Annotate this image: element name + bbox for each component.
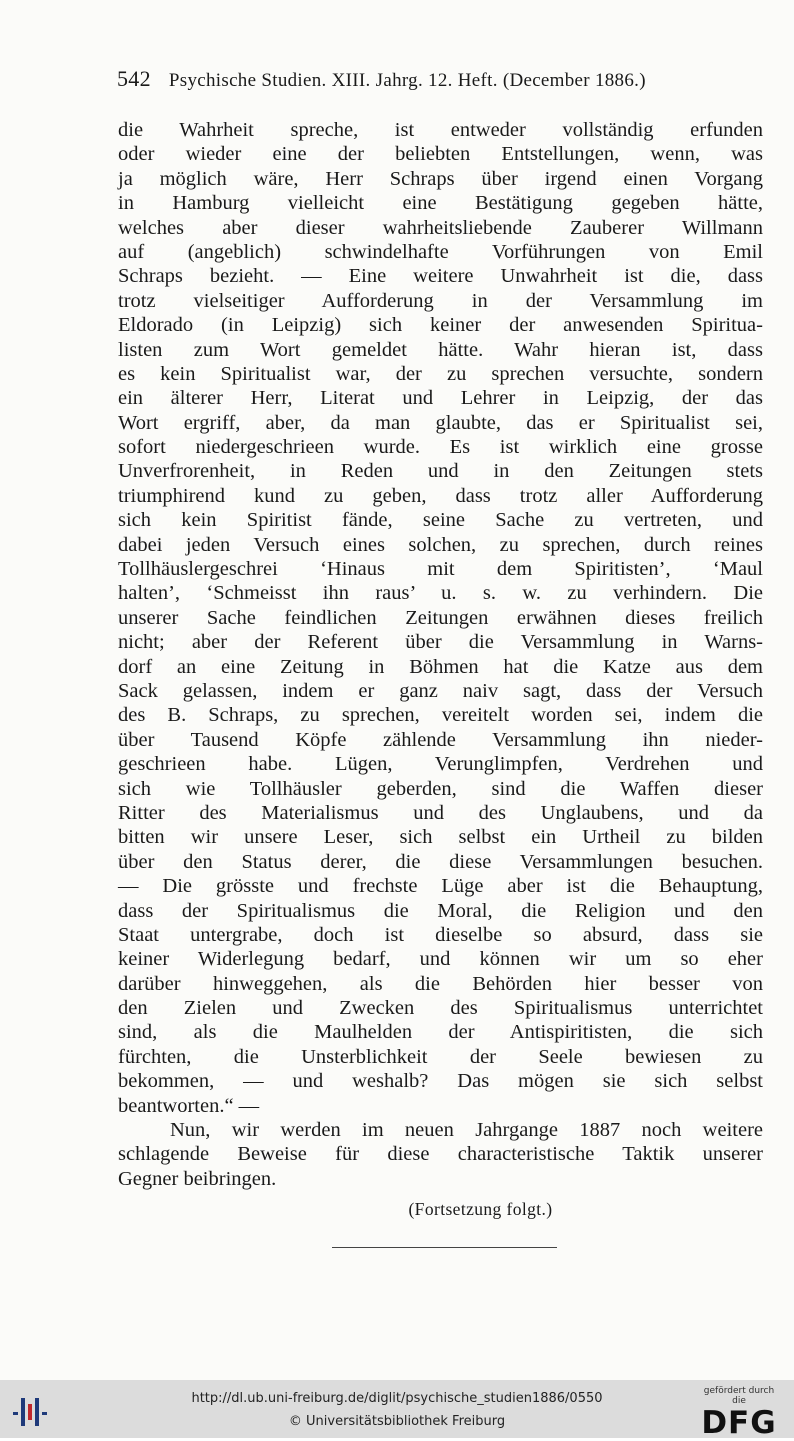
text-line: sich kein Spiritist fände, seine Sache zu vertreten, und (118, 509, 763, 532)
text-line: die Wahrheit spreche, ist entweder vollständig erfunden (118, 119, 763, 141)
text-line: Eldorado (in Leipzig) sich keiner der anwesenden Spiritua- (118, 314, 763, 337)
text-line: des B. Schraps, zu sprechen, vereitelt worden sei, indem die (118, 704, 763, 727)
text-line: Ritter des Materialismus und des Unglaubens, und da (118, 801, 763, 824)
text-line: unserer Sache feindlichen Zeitungen erwähnen dieses freilich (118, 606, 763, 629)
text-line: sich wie Tollhäusler geberden, sind die Waffen dieser (118, 777, 763, 800)
closing-paragraph-line: Nun, wir werden im neuen Jahrgange 1887 noch weitere (170, 1119, 763, 1142)
text-line: bitten wir unsere Leser, sich selbst ein Urtheil zu bilden (118, 826, 763, 849)
article-body (118, 118, 763, 1222)
text-line: keiner Widerlegung bedarf, und können wir um so eher (118, 948, 763, 971)
running-header (117, 66, 761, 92)
text-line: halten’, ‘Schmeisst ihn raus’ u. s. w. zu verhindern. Die (118, 582, 763, 605)
text-line: Schraps bezieht. — Eine weitere Unwahrheit ist die, dass (118, 265, 763, 288)
text-line: Unverfrorenheit, in Reden und in den Zeitungen stets (118, 460, 763, 483)
text-line: listen zum Wort gemeldet hätte. Wahr hieran ist, dass (118, 338, 763, 361)
text-line: Tollhäuslergeschrei ‘Hinaus mit dem Spiritisten’, ‘Maul (118, 558, 763, 581)
text-line: triumphirend kund zu geben, dass trotz aller Aufforderung (118, 484, 763, 507)
text-line: über Tausend Köpfe zählende Versammlung ihn nieder- (118, 728, 763, 751)
text-line: dabei jeden Versuch eines solchen, zu sprechen, durch reines (118, 533, 763, 556)
text-line: dorf an eine Zeitung in Böhmen hat die Katze aus dem (118, 655, 763, 678)
dfg-wordmark: DFG (701, 1405, 777, 1441)
continuation-note: (Fortsetzung folgt.) (408, 1199, 553, 1220)
text-line: nicht; aber der Referent über die Versammlung in Warns- (118, 631, 763, 654)
text-line: Wort ergriff, aber, da man glaubte, das er Spiritualist sei, (118, 411, 763, 434)
text-line: beantworten.“ — (118, 1094, 260, 1117)
text-line: über den Status derer, die diese Versammlungen besuchen. (118, 850, 763, 873)
footer-bar (0, 1380, 794, 1441)
dfg-logo (696, 1386, 782, 1441)
text-line: Staat untergrabe, doch ist dieselbe so absurd, dass sie (118, 923, 763, 946)
text-line: oder wieder eine der beliebten Entstellungen, wenn, was (118, 143, 763, 166)
section-divider (332, 1247, 557, 1248)
text-line: den Zielen und Zwecken des Spiritualismus unterrichtet (118, 997, 763, 1020)
running-title: Psychische Studien. XIII. Jahrg. 12. Heft. (December 1886.) (168, 70, 646, 91)
text-line: welches aber dieser wahrheitsliebende Zauberer Willmann (118, 216, 763, 239)
text-line: in Hamburg vielleicht eine Bestätigung gegeben hätte, (118, 192, 763, 215)
footer-url[interactable]: http://dl.ub.uni-freiburg.de/diglit/psychische_studien1886/0550 (191, 1391, 603, 1406)
text-line: dass der Spiritualismus die Moral, die Religion und den (118, 899, 763, 922)
page-number: 542 (117, 66, 151, 91)
text-line: ja möglich wäre, Herr Schraps über irgend einen Vorgang (118, 167, 763, 190)
text-line: es kein Spiritualist war, der zu sprechen versuchte, sondern (118, 362, 763, 385)
text-line: auf (angeblich) schwindelhafte Vorführungen von Emil (118, 240, 763, 263)
text-line: trotz vielseitiger Aufforderung in der Versammlung im (118, 289, 763, 312)
closing-paragraph-line: schlagende Beweise für diese characteristische Taktik unserer (118, 1143, 763, 1166)
text-line: fürchten, die Unsterblichkeit der Seele bewiesen zu (118, 1045, 763, 1068)
footer-copyright: © Universitätsbibliothek Freiburg (288, 1414, 506, 1429)
text-line: — Die grösste und frechste Lüge aber ist die Behauptung, (118, 875, 763, 898)
funding-text: gefördert durch die (703, 1386, 775, 1406)
text-line: ein älterer Herr, Literat und Lehrer in Leipzig, der das (118, 387, 763, 410)
text-line: bekommen, — und weshalb? Das mögen sie sich selbst (118, 1070, 763, 1093)
text-line: Sack gelassen, indem er ganz naiv sagt, dass der Versuch (118, 679, 763, 702)
text-line: geschrieen habe. Lügen, Verunglimpfen, Verdrehen und (118, 753, 763, 776)
text-line: darüber hinweggehen, als die Behörden hier besser von (118, 972, 763, 995)
text-line: sofort niedergeschrieen wurde. Es ist wirklich eine grosse (118, 436, 763, 459)
text-line: sind, als die Maulhelden der Antispiritisten, die sich (118, 1021, 763, 1044)
closing-paragraph-line: Gegner beibringen. (118, 1167, 277, 1190)
